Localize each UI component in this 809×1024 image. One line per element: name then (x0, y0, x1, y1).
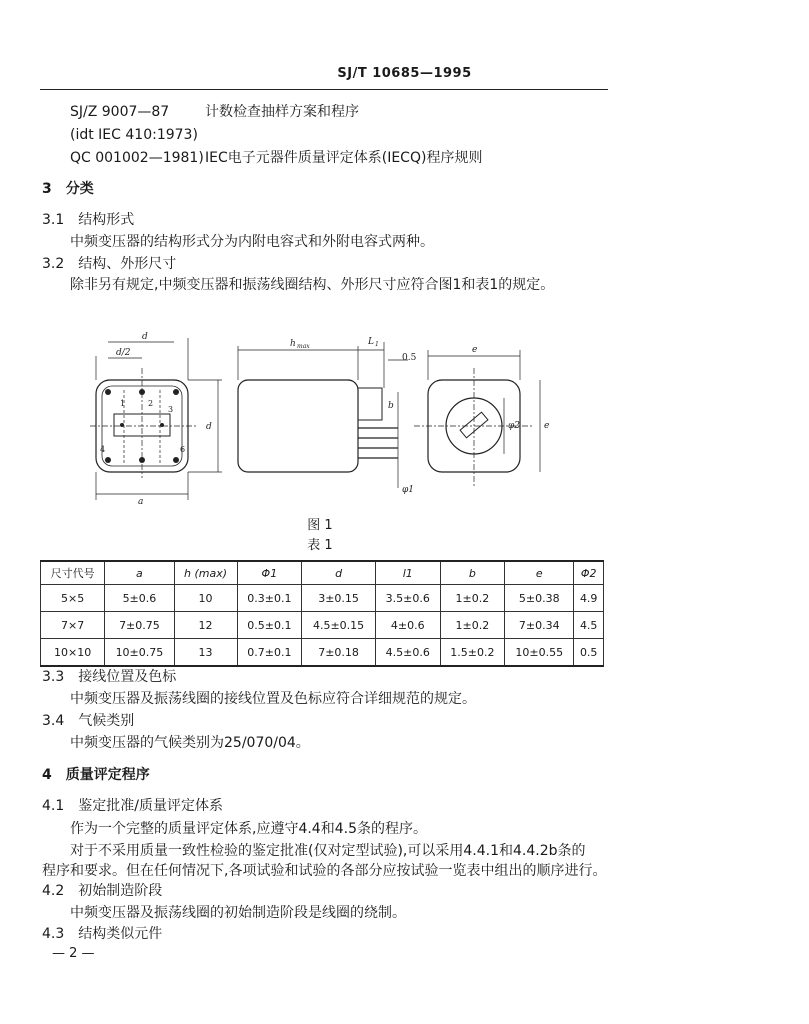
table-header-row (41, 561, 604, 585)
label-pin2: 2 (148, 399, 154, 408)
pin-dot (139, 457, 145, 463)
label-b: b (388, 401, 394, 411)
pin-dot (105, 389, 111, 395)
table-row (41, 612, 604, 639)
pin-dot (160, 423, 164, 427)
pin-dot (120, 423, 124, 427)
table-cell: 1±0.2 (440, 612, 505, 639)
table-cell: 12 (174, 612, 237, 639)
table-cell: 0.5±0.1 (237, 612, 302, 639)
label-pin1: 1 (120, 399, 126, 408)
table-cell: 4±0.6 (375, 612, 440, 639)
header-cell: b (440, 561, 505, 585)
header-rule (40, 89, 608, 90)
header-cell: Φ2 (574, 561, 604, 585)
table-cell: 4.5±0.15 (302, 612, 376, 639)
section-3-4-title: 3.4 气候类别 (42, 713, 135, 729)
section-4-heading: 4 质量评定程序 (42, 767, 150, 783)
header-cell: e (505, 561, 574, 585)
label-pin4: 4 (100, 445, 106, 454)
section-3-1-title: 3.1 结构形式 (42, 212, 135, 228)
section-4-3-title: 4.3 结构类似元件 (42, 926, 163, 942)
table-cell: 7±0.18 (302, 639, 376, 667)
table-cell: 5±0.6 (105, 585, 174, 612)
ref-code-3: QC 001002—1981) (70, 150, 204, 166)
table-cell: 10 (174, 585, 237, 612)
label-e-side: e (544, 421, 550, 431)
label-l1: L (368, 337, 374, 347)
section-3-2-body: 除非另有规定,中频变压器和振荡线圈结构、外形尺寸应符合图1和表1的规定。 (70, 277, 555, 293)
table-cell: 10±0.55 (505, 639, 574, 667)
page-number: — 2 — (52, 946, 95, 961)
label-a: a (138, 497, 144, 507)
section-4-1-body-2: 对于不采用质量一致性检验的鉴定批准(仅对定型试验),可以采用4.4.1和4.4.2b条的 (70, 843, 586, 859)
table-cell: 1±0.2 (440, 585, 505, 612)
pin-dot (139, 389, 145, 395)
section-3-3-body: 中频变压器及振荡线圈的接线位置及色标应符合详细规范的规定。 (70, 691, 476, 707)
section-4-2-body: 中频变压器及振荡线圈的初始制造阶段是线圈的绕制。 (70, 905, 406, 921)
pin-dot (105, 457, 111, 463)
table-cell: 13 (174, 639, 237, 667)
section-3-2-title: 3.2 结构、外形尺寸 (42, 256, 177, 272)
table-cell: 7±0.34 (505, 612, 574, 639)
label-gap: 0.5 (402, 353, 417, 363)
table-cell: 10×10 (41, 639, 105, 667)
label-pin3: 3 (168, 405, 174, 414)
table-cell: 7±0.75 (105, 612, 174, 639)
label-d: d (142, 332, 148, 342)
label-l1-sub: 1 (375, 341, 379, 348)
table-cell: 5×5 (41, 585, 105, 612)
label-phi1: φ1 (402, 485, 415, 495)
table-cell: 7×7 (41, 612, 105, 639)
header-cell: a (105, 561, 174, 585)
section-4-2-title: 4.2 初始制造阶段 (42, 883, 163, 899)
table-row (41, 639, 604, 667)
header-cell: 尺寸代号 (41, 561, 105, 585)
figure-caption: 图 1 (307, 518, 333, 533)
table-cell: 4.9 (574, 585, 604, 612)
table-cell: 0.5 (574, 639, 604, 667)
table-cell: 5±0.38 (505, 585, 574, 612)
table-cell: 3±0.15 (302, 585, 376, 612)
section-4-1-title: 4.1 鉴定批准/质量评定体系 (42, 798, 223, 814)
table-cell: 4.5 (574, 612, 604, 639)
label-hmax-sub: max (297, 343, 310, 350)
table-cell: 4.5±0.6 (375, 639, 440, 667)
table-cell: 1.5±0.2 (440, 639, 505, 667)
section-3-3-title: 3.3 接线位置及色标 (42, 669, 177, 685)
label-phi2: φ2 (508, 421, 521, 431)
header-cell: h (max) (174, 561, 237, 585)
side-view-outline (238, 380, 358, 472)
table-caption: 表 1 (307, 538, 333, 553)
section-4-1-body-1: 作为一个完整的质量评定体系,应遵守4.4和4.5条的程序。 (70, 821, 427, 837)
table-cell: 0.3±0.1 (237, 585, 302, 612)
pin-dot (173, 457, 179, 463)
header-cell: Φ1 (237, 561, 302, 585)
label-pin6: 6 (180, 445, 186, 454)
section-3-1-body: 中频变压器的结构形式分为内附电容式和外附电容式两种。 (70, 234, 434, 250)
table-row (41, 585, 604, 612)
ref-code-2: (idt IEC 410:1973) (70, 127, 198, 143)
ref-title-3: IEC电子元器件质量评定体系(IECQ)程序规则 (205, 150, 483, 166)
table-cell: 10±0.75 (105, 639, 174, 667)
label-hmax: h (290, 339, 296, 349)
header-cell: l1 (375, 561, 440, 585)
table-cell: 3.5±0.6 (375, 585, 440, 612)
section-3-4-body: 中频变压器的气候类别为25/070/04。 (70, 735, 310, 751)
section-3-heading: 3 分类 (42, 181, 94, 197)
label-d-side: d (206, 422, 212, 432)
spec-table (40, 560, 604, 667)
table-cell: 0.7±0.1 (237, 639, 302, 667)
ref-title-1: 计数检查抽样方案和程序 (205, 104, 359, 120)
header-standard-number: SJ/T 10685—1995 (337, 66, 472, 81)
label-e: e (472, 345, 478, 355)
header-cell: d (302, 561, 376, 585)
section-4-1-body-3: 程序和要求。但在任何情况下,各项试验和试验的各部分应按试验一览表中组出的顺序进行。 (42, 863, 607, 879)
ref-code-1: SJ/Z 9007—87 (70, 104, 170, 120)
pin-dot (173, 389, 179, 395)
label-d-half: d/2 (116, 348, 131, 358)
figure-1-drawing (88, 328, 548, 518)
